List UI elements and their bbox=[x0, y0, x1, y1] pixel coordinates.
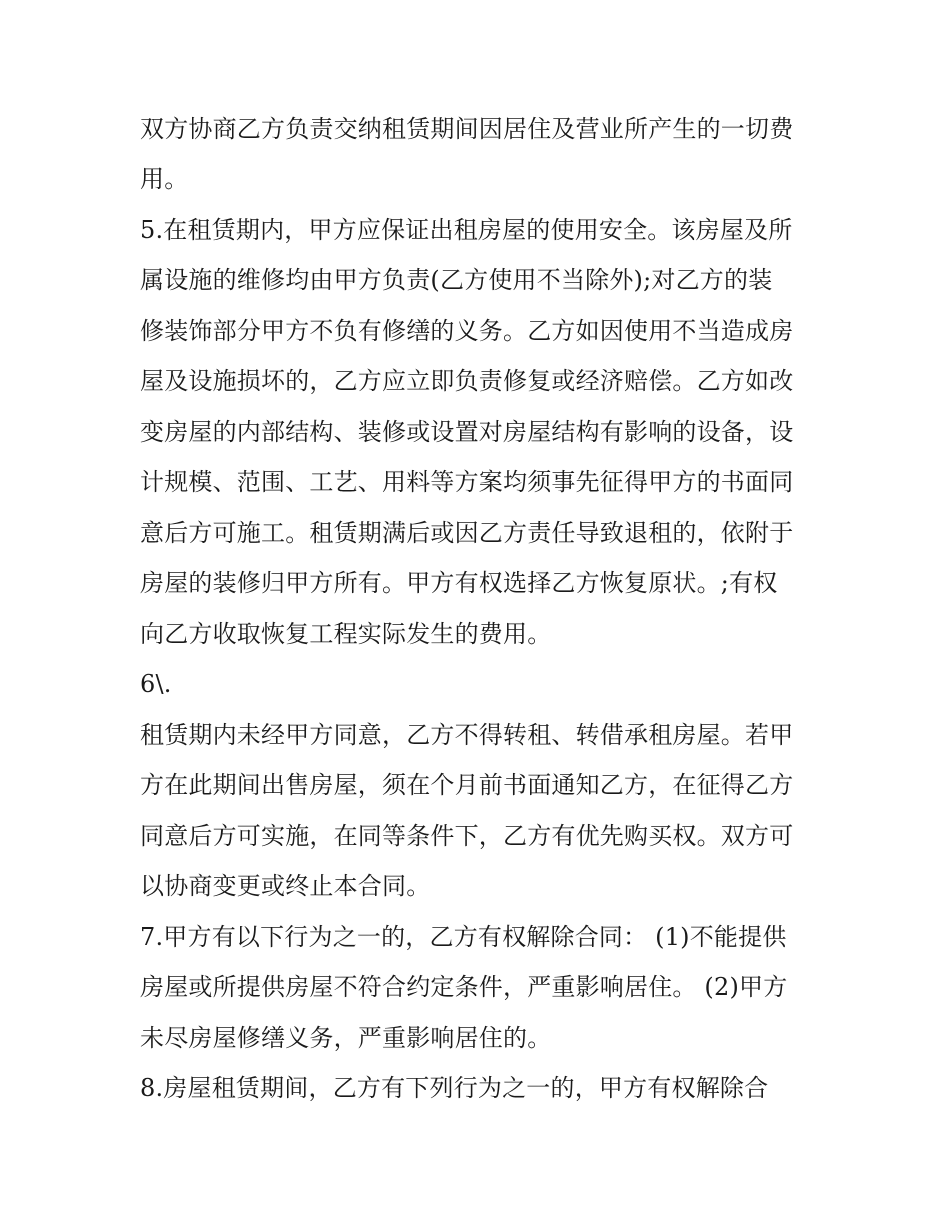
text-line: 屋及设施损坏的，乙方应立即负责修复或经济赔偿。乙方如改 bbox=[140, 367, 794, 395]
text-line: 房屋的装修归甲方所有。甲方有权选择乙方恢复原状。;有权 bbox=[140, 569, 778, 597]
text-line: 修装饰部分甲方不负有修缮的义务。乙方如因使用不当造成房 bbox=[140, 317, 794, 345]
text-line: 计规模、范围、工艺、用料等方案均须事先征得甲方的书面同 bbox=[140, 468, 794, 496]
text-line: 同意后方可实施，在同等条件下，乙方有优先购买权。双方可 bbox=[140, 822, 794, 850]
text-line: 双方协商乙方负责交纳租赁期间因居住及营业所产生的一切费 bbox=[140, 115, 794, 143]
text-line: 向乙方收取恢复工程实际发生的费用。 bbox=[140, 620, 552, 648]
text-line: 未尽房屋修缮义务，严重影响居住的。 bbox=[140, 1024, 552, 1052]
text-line: 房屋或所提供房屋不符合约定条件，严重影响居住。 (2)甲方 bbox=[140, 973, 788, 1001]
text-line: 方在此期间出售房屋，须在个月前书面通知乙方，在征得乙方 bbox=[140, 771, 794, 799]
text-line: 变房屋的内部结构、装修或设置对房屋结构有影响的设备，设 bbox=[140, 418, 794, 446]
text-line: 6\. bbox=[140, 670, 172, 698]
text-line: 用。 bbox=[140, 165, 189, 193]
text-line: 属设施的维修均由甲方负责(乙方使用不当除外);对乙方的装 bbox=[140, 266, 773, 294]
text-line: 8.房屋租赁期间，乙方有下列行为之一的，甲方有权解除合 bbox=[140, 1074, 769, 1102]
text-line: 7.甲方有以下行为之一的，乙方有权解除合同： (1)不能提供 bbox=[140, 923, 787, 951]
text-line: 意后方可施工。租赁期满后或因乙方责任导致退租的，依附于 bbox=[140, 519, 794, 547]
text-line: 5.在租赁期内，甲方应保证出租房屋的使用安全。该房屋及所 bbox=[140, 216, 793, 244]
text-line: 租赁期内未经甲方同意，乙方不得转租、转借承租房屋。若甲 bbox=[140, 721, 794, 749]
text-line: 以协商变更或终止本合同。 bbox=[140, 872, 431, 900]
